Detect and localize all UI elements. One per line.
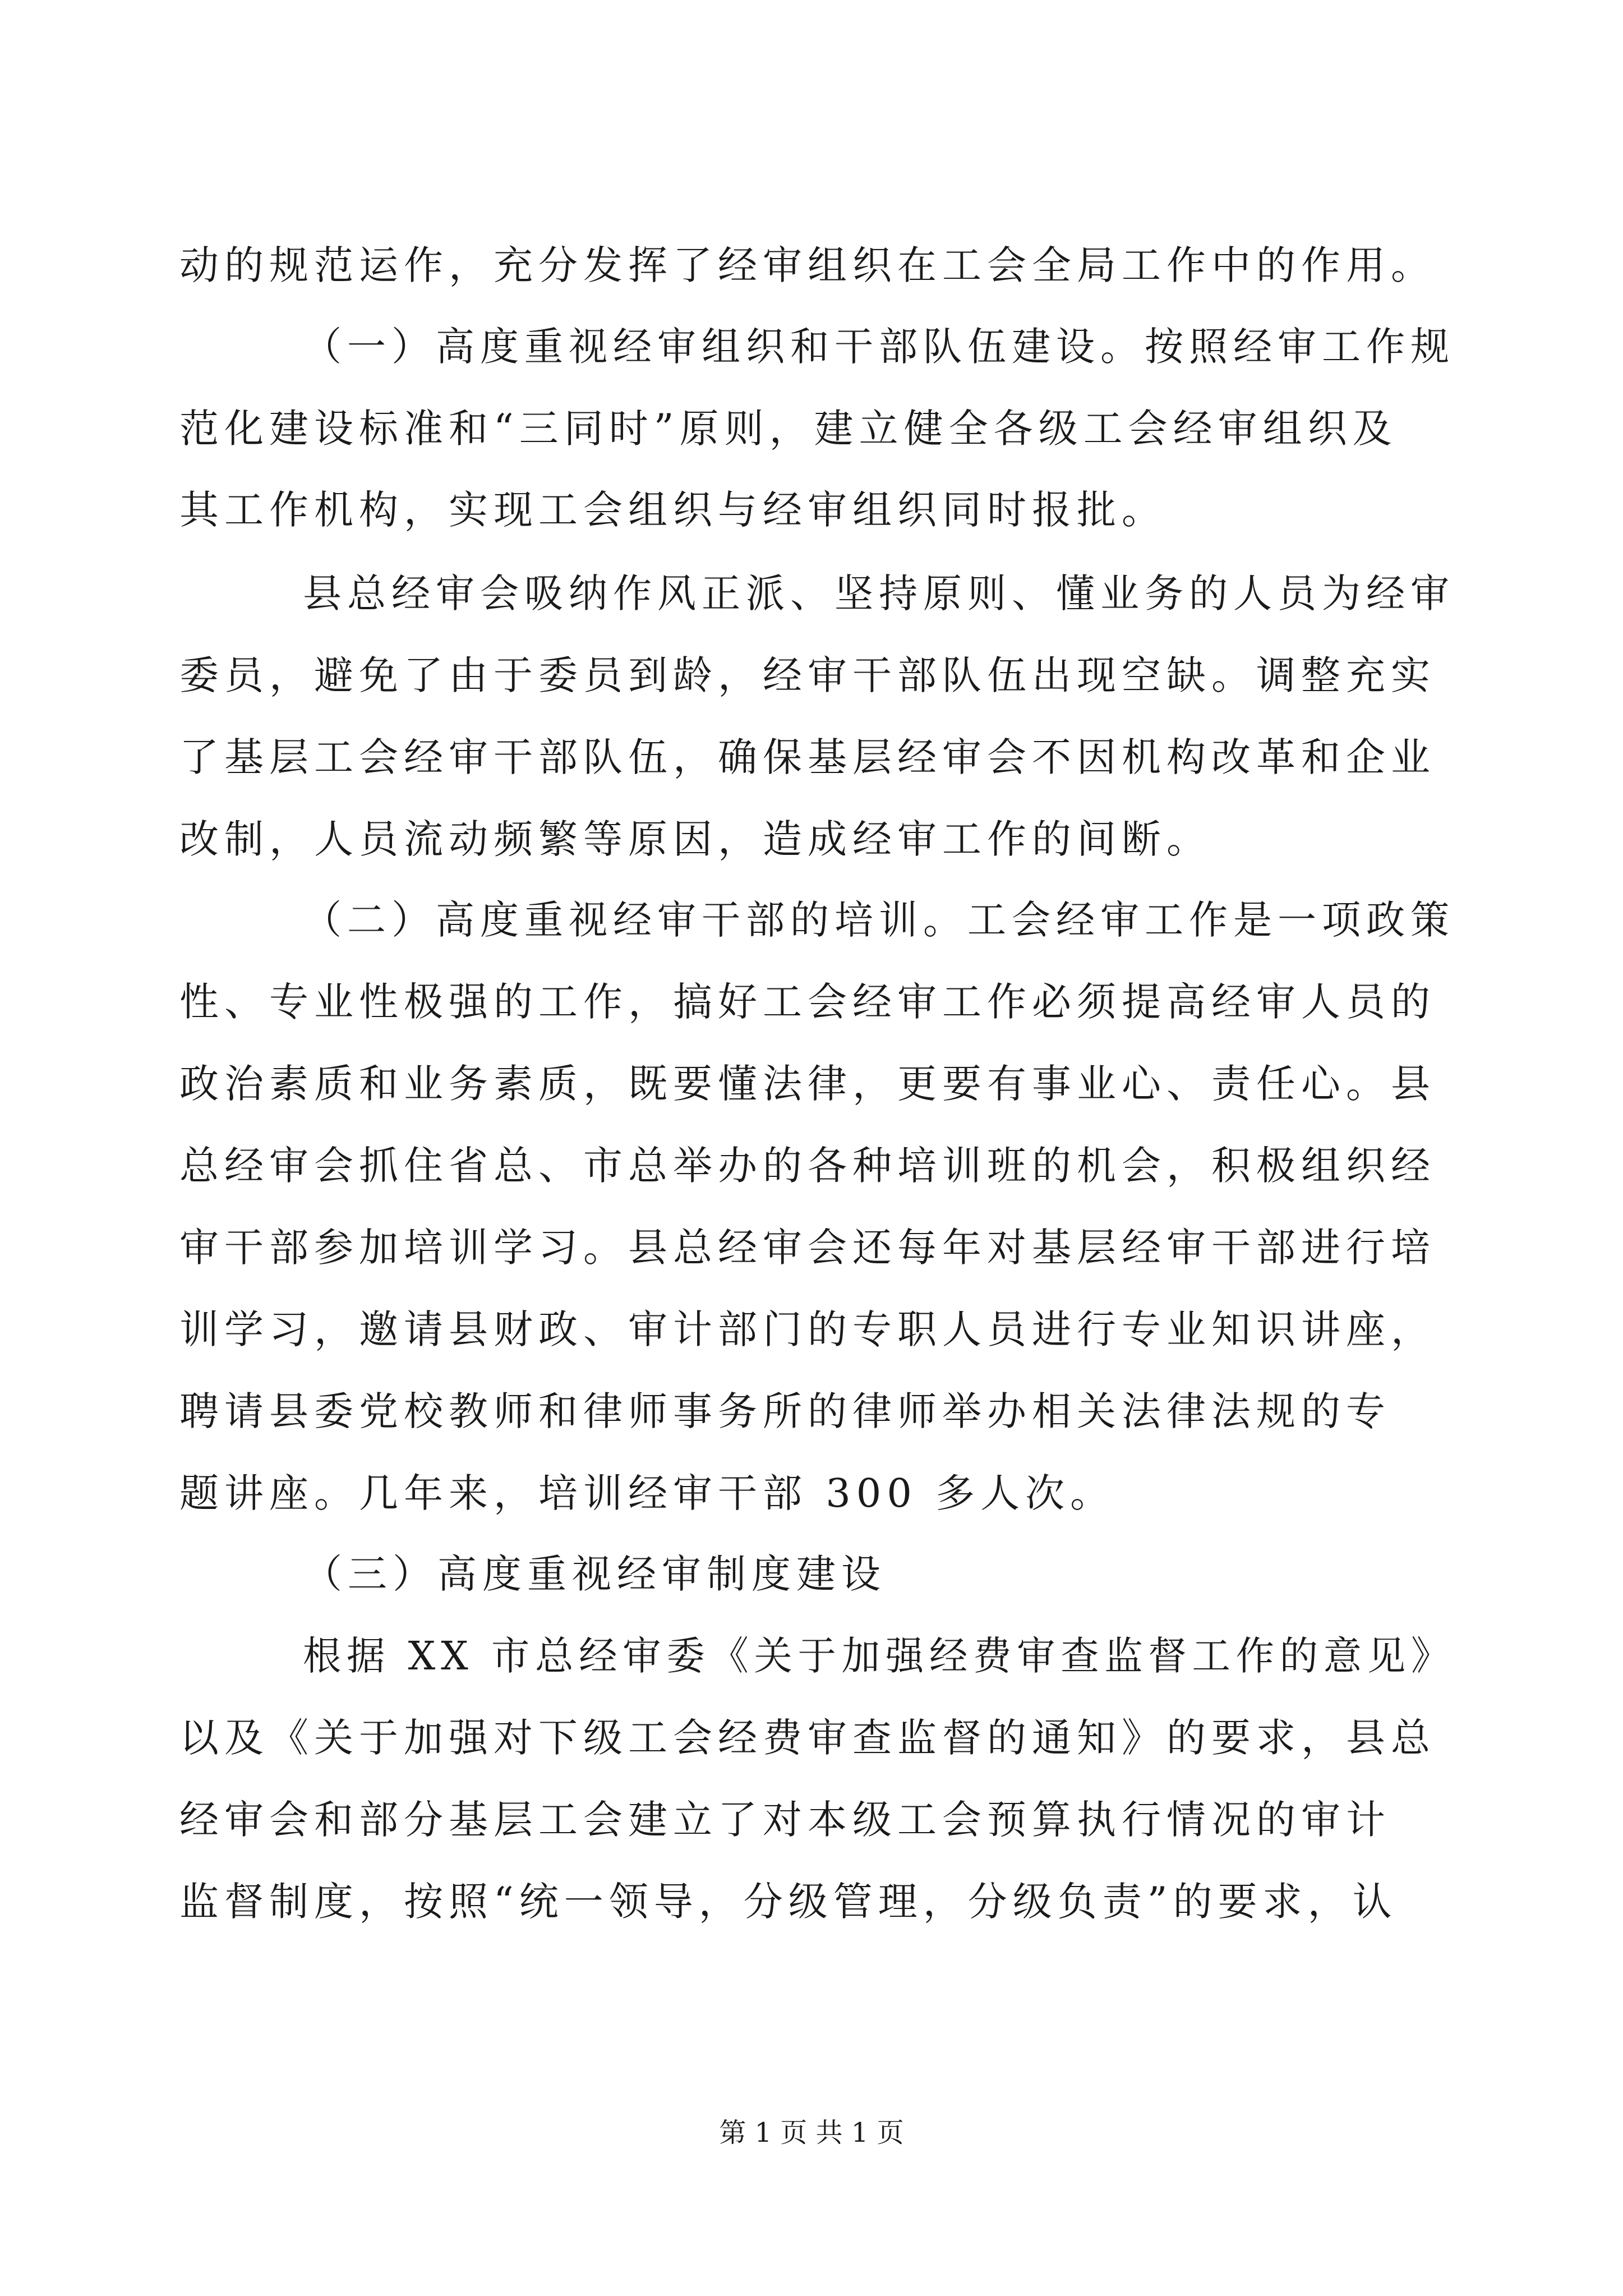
body-line-18: 根据 XX 市总经审委《关于加强经费审查监督工作的意见》 bbox=[303, 1633, 1455, 1679]
body-line-6: 委员，避免了由于委员到龄，经审干部队伍出现空缺。调整充实 bbox=[179, 652, 1436, 698]
body-line-16: 题讲座。几年来，培训经审干部 300 多人次。 bbox=[179, 1470, 1115, 1516]
body-line-19: 以及《关于加强对下级工会经费审查监督的通知》的要求，县总 bbox=[179, 1715, 1436, 1761]
body-line-20: 经审会和部分基层工会建立了对本级工会预算执行情况的审计 bbox=[179, 1797, 1391, 1843]
body-line-21: 监督制度，按照“统一领导，分级管理，分级负责”的要求，认 bbox=[179, 1879, 1398, 1925]
body-line-12: 总经审会抓住省总、市总举办的各种培训班的机会，积极组织经 bbox=[179, 1143, 1436, 1189]
section-heading-1: （一）高度重视经审组织和干部队伍建设。按照经审工作规 bbox=[303, 324, 1455, 370]
body-line-15: 聘请县委党校教师和律师事务所的律师举办相关法律法规的专 bbox=[179, 1388, 1391, 1434]
body-line-3: 范化建设标准和“三同时”原则，建立健全各级工会经审组织及 bbox=[179, 406, 1398, 452]
body-line-11: 政治素质和业务素质，既要懂法律，更要有事业心、责任心。县 bbox=[179, 1061, 1436, 1107]
page-number-footer: 第 1 页 共 1 页 bbox=[719, 2117, 904, 2148]
body-line-14: 训学习，邀请县财政、审计部门的专职人员进行专业知识讲座， bbox=[179, 1306, 1436, 1352]
body-line-1: 动的规范运作，充分发挥了经审组织在工会全局工作中的作用。 bbox=[179, 242, 1436, 288]
body-line-7: 了基层工会经审干部队伍，确保基层经审会不因机构改革和企业 bbox=[179, 734, 1436, 780]
section-heading-2: （二）高度重视经审干部的培训。工会经审工作是一项政策 bbox=[303, 897, 1455, 943]
body-line-4: 其工作机构，实现工会组织与经审组织同时报批。 bbox=[179, 487, 1166, 533]
body-line-13: 审干部参加培训学习。县总经审会还每年对基层经审干部进行培 bbox=[179, 1225, 1436, 1271]
section-heading-3: （三）高度重视经审制度建设 bbox=[303, 1551, 886, 1597]
body-line-8: 改制，人员流动频繁等原因，造成经审工作的间断。 bbox=[179, 816, 1211, 862]
body-line-5: 县总经审会吸纳作风正派、坚持原则、懂业务的人员为经审 bbox=[303, 570, 1455, 616]
body-line-10: 性、专业性极强的工作，搞好工会经审工作必须提高经审人员的 bbox=[179, 979, 1436, 1025]
